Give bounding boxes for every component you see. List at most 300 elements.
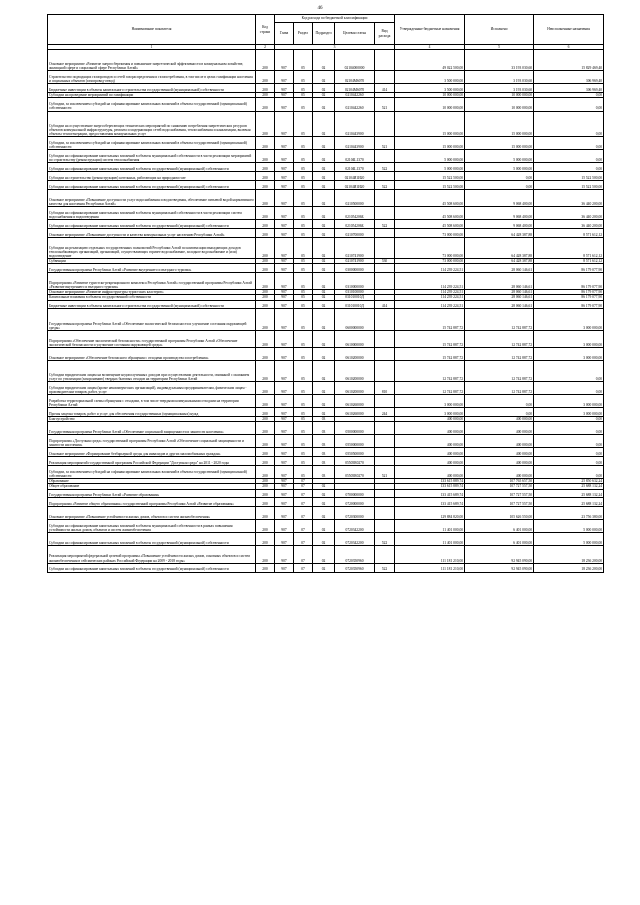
row-podrazdel: 02 [313,84,335,93]
row-vid: 414 [375,84,395,93]
row-target: 0500000000 [335,422,375,435]
row-vid [375,546,395,563]
row-razdel: 07 [294,563,313,572]
row-vid: 522 [375,563,395,572]
row-vid: 521 [375,137,395,150]
row-unexecuted: 0,00 [534,417,604,422]
row-podrazdel: 02 [313,546,335,563]
row-code: 200 [256,520,275,533]
row-glava: 907 [275,189,294,206]
header-num-5: 5 [465,45,534,50]
row-unexecuted: 15 829 469,40 [534,50,604,71]
row-unexecuted: 86 179 077,90 [534,290,604,295]
row-target: 031010010Д [335,300,375,309]
row-executed: 107 765 657,50 [465,479,534,484]
row-razdel: 05 [294,309,313,330]
row-glava: 907 [275,448,294,457]
row-approved: 133 615 889,74 [395,484,465,489]
table-row [48,264,604,273]
table-row [48,273,604,290]
table-row [48,150,604,163]
row-unexecuted: 3 000 000,00 [534,347,604,360]
row-approved: 400 000,00 [395,457,465,466]
row-glava: 907 [275,220,294,229]
row-executed: 107 727 557,50 [465,484,534,489]
row-approved: 400 000,00 [395,417,465,422]
row-razdel: 05 [294,466,313,479]
row-razdel: 05 [294,395,313,408]
row-unexecuted: 0,00 [534,435,604,448]
row-target: 0550500000 [335,448,375,457]
header-unexecuted: Неисполненные назначения [534,15,604,45]
row-unexecuted: 25 850 632,24 [534,479,604,484]
table-row [48,422,604,435]
row-code: 200 [256,111,275,137]
row-executed: 28 060 146,61 [465,273,534,290]
table-body [48,50,604,572]
row-code: 200 [256,457,275,466]
row-target: 02104М6070 [335,71,375,84]
row-executed: 107 727 557,50 [465,489,534,498]
row-target: 0610200000 [335,360,375,381]
row-razdel: 05 [294,137,313,150]
row-vid [375,50,395,71]
row-approved: 15 522 500,00 [395,180,465,189]
row-glava: 907 [275,484,294,489]
row-code: 200 [256,489,275,498]
row-executed: 10 000 000,00 [465,93,534,98]
row-razdel: 05 [294,93,313,98]
row-target: 021054206Б [335,220,375,229]
row-razdel: 05 [294,330,313,347]
row-name: Образование [48,479,256,484]
row-code: 200 [256,309,275,330]
row-glava: 907 [275,417,294,422]
row-unexecuted: 36 440 200,00 [534,206,604,219]
row-code: 200 [256,563,275,572]
row-vid: 244 [375,408,395,417]
row-name: Основное мероприятие «Развитие энергосбережения и повышение энергетической эффективности в коммунальном хозяйстве, жилищной сфере и социальной сфере Республики Алтай» [48,50,256,71]
row-glava: 907 [275,237,294,258]
row-executed: 105 626 550,00 [465,507,534,520]
row-razdel: 05 [294,264,313,273]
row-razdel: 07 [294,479,313,484]
row-name: Основное мероприятие «Развитие инфраструктуры туристских кластеров» [48,290,256,295]
row-unexecuted: 0,00 [534,150,604,163]
row-approved: 12 742 887,72 [395,360,465,381]
row-code: 200 [256,98,275,111]
row-razdel: 07 [294,520,313,533]
row-razdel: 05 [294,180,313,189]
row-podrazdel: 02 [313,489,335,498]
row-podrazdel: 02 [313,220,335,229]
header-glava: Глава [275,23,294,45]
row-unexecuted: 0,00 [534,360,604,381]
row-podrazdel: 02 [313,408,335,417]
row-podrazdel: 02 [313,137,335,150]
row-approved: 73 000 000,00 [395,237,465,258]
row-approved: 10 000 000,00 [395,93,465,98]
header-vid: Вид расхода [375,23,395,45]
row-podrazdel: 02 [313,360,335,381]
row-podrazdel: 02 [313,189,335,206]
row-razdel: 05 [294,422,313,435]
header-budget-group: Код расхода по бюджетной классификации [275,15,395,23]
row-glava: 907 [275,457,294,466]
table-row [48,300,604,309]
row-unexecuted: 18 236 200,00 [534,546,604,563]
row-name: Основное мероприятие «Повышение устойчивости жилых домов, объектов и систем жизнеобеспечения» [48,507,256,520]
row-executed: 64 428 387,88 [465,259,534,264]
row-vid [375,347,395,360]
row-podrazdel: 02 [313,50,335,71]
row-glava: 907 [275,347,294,360]
row-glava: 907 [275,300,294,309]
row-name: Государственная программа Республики Алтай «Обеспечение экологической безопасности и улучшение состояния окружающей среды» [48,309,256,330]
row-name: Субсидии на софинансирование капитальных вложений в объекты муниципальной собственности в рамках повышения устойчивости жилых домов, объектов и систем жизнеобеспечения [48,520,256,533]
row-name: Основное мероприятие «Формирование безбарьерной среды для инвалидов и других маломобильных граждан» [48,448,256,457]
row-razdel: 05 [294,417,313,422]
row-code: 200 [256,484,275,489]
row-podrazdel: 02 [313,330,335,347]
row-podrazdel: 02 [313,498,335,507]
row-code: 200 [256,422,275,435]
row-unexecuted: 15 522 500,00 [534,172,604,181]
table-row [48,228,604,237]
row-code: 200 [256,71,275,84]
row-unexecuted: 3 000 000,00 [534,309,604,330]
row-vid: 522 [375,163,395,172]
row-podrazdel: 02 [313,520,335,533]
row-vid [375,507,395,520]
row-approved: 3 000 000,00 [395,408,465,417]
row-executed: 3 193 030,60 [465,71,534,84]
table-row [48,71,604,84]
row-executed: 400 000,00 [465,448,534,457]
row-glava: 907 [275,71,294,84]
row-unexecuted: 0,00 [534,98,604,111]
table-row [48,180,604,189]
row-approved: 45 508 600,00 [395,206,465,219]
row-glava: 907 [275,50,294,71]
row-glava: 907 [275,295,294,300]
row-target: 0720342200 [335,533,375,546]
row-approved: 114 239 224,51 [395,273,465,290]
row-glava: 907 [275,422,294,435]
row-code: 200 [256,172,275,181]
row-name: Субсидии на софинансирование капитальных вложений в объекты государственной (муниципальной) собственности [48,220,256,229]
header-approved: Утвержденные бюджетные назначения [395,15,465,45]
row-target: 0720300000 [335,507,375,520]
row-approved: 5 000 000,00 [395,150,465,163]
row-glava: 907 [275,498,294,507]
table-row [48,360,604,381]
table-row [48,220,604,229]
row-executed: 92 945 090,00 [465,546,534,563]
row-target: 0210443900 [335,111,375,137]
row-executed: 0,00 [465,395,534,408]
row-podrazdel: 02 [313,347,335,360]
row-podrazdel: 02 [313,150,335,163]
row-name: Бюджетные инвестиции в объекты капитального строительства государственной (муниципальной) собственности [48,300,256,309]
header-num-4: 4 [395,45,465,50]
row-name: Основное мероприятие «Обеспечение безопасного обращения с отходами производства и потребления» [48,347,256,360]
row-name: Подпрограмма «Развитие общего образования» государственной программы Республики Алтай «Развитие образования» [48,498,256,507]
row-glava: 907 [275,466,294,479]
row-approved: 15 000 000,00 [395,137,465,150]
row-podrazdel: 02 [313,180,335,189]
row-podrazdel: 02 [313,533,335,546]
row-code: 200 [256,228,275,237]
table-row [48,435,604,448]
row-podrazdel: 02 [313,382,335,395]
row-unexecuted: 0,00 [534,382,604,395]
row-target: 0610200000 [335,382,375,395]
row-vid [375,489,395,498]
row-executed: 15 000 000,00 [465,111,534,137]
row-approved: 45 508 600,00 [395,189,465,206]
row-executed: 12 742 887,72 [465,309,534,330]
row-glava: 907 [275,435,294,448]
row-glava: 907 [275,563,294,572]
table-row [48,309,604,330]
row-approved: 5 000 000,00 [395,163,465,172]
row-unexecuted: 0,00 [534,93,604,98]
row-executed: 28 060 146,61 [465,300,534,309]
row-glava: 907 [275,273,294,290]
row-vid [375,189,395,206]
table-row [48,347,604,360]
row-code: 200 [256,347,275,360]
row-glava: 907 [275,111,294,137]
row-code: 200 [256,290,275,295]
row-target: 0210700000 [335,228,375,237]
row-unexecuted: 3 000 000,00 [534,408,604,417]
row-executed: 10 000 000,00 [465,98,534,111]
row-vid [375,150,395,163]
row-executed: 9 068 400,00 [465,189,534,206]
row-target: 0210741900 [335,259,375,264]
table-row [48,507,604,520]
row-vid [375,360,395,381]
row-executed: 9 068 400,00 [465,220,534,229]
row-vid [375,498,395,507]
row-razdel: 05 [294,457,313,466]
row-name: Подпрограмма «Обеспечение экологической безопасности» государственной программы Республики Алтай «Обеспечение экологической безопасности и улучшение состояния окружающей среды» [48,330,256,347]
row-glava: 907 [275,309,294,330]
row-podrazdel: 02 [313,273,335,290]
row-code: 200 [256,259,275,264]
row-executed: 15 000 000,00 [465,137,534,150]
row-name: Общее образование [48,484,256,489]
row-executed: 5 000 000,00 [465,163,534,172]
table-row [48,457,604,466]
row-podrazdel: 02 [313,507,335,520]
row-name: Субсидии на осуществление энергосберегающих технических мероприятий по снижению потребления энергетических ресурсов объектов коммунальной инфраструктуры, ремонта и модернизации сетей водоснабжения, теплоснабжения и канализации, включая объекты теплогенерации, предоставления коммунальных услуг [48,111,256,137]
row-target: 02104И1И20 [335,172,375,181]
row-glava: 907 [275,290,294,295]
row-approved: 111 181 210,00 [395,546,465,563]
row-name: Субсидии юридическим лицам (кроме некоммерческих организаций), индивидуальным предпринимателям, физическим лицам - производителям товаров, работ, услуг [48,382,256,395]
row-name: Субсидии на строительство (реконструкцию) котельных, работающих на природном газе [48,172,256,181]
row-executed: 12 742 887,72 [465,360,534,381]
row-approved: 133 415 689,74 [395,489,465,498]
row-unexecuted: 0,00 [534,111,604,137]
row-glava: 907 [275,206,294,219]
table-row [48,498,604,507]
row-glava: 907 [275,172,294,181]
row-target: 05505R0270 [335,457,375,466]
row-vid: 522 [375,180,395,189]
row-vid [375,206,395,219]
row-name: Подпрограмма «Развитие туристско-рекреационного комплекса Республики Алтай» государственной программы Республики Алтай «Развитие внутреннего и въездного туризма» [48,273,256,290]
row-name: Субвенции [48,259,256,264]
row-razdel: 05 [294,259,313,264]
row-unexecuted: 86 179 077,90 [534,273,604,290]
row-glava: 907 [275,395,294,408]
page-number: 46 [317,6,323,11]
row-executed: 12 742 887,72 [465,382,534,395]
row-unexecuted: 306 969,40 [534,71,604,84]
row-podrazdel: 03 [313,417,335,422]
row-target: 02104L1370 [335,163,375,172]
table-row [48,50,604,71]
row-approved: 3 500 000,00 [395,71,465,84]
row-podrazdel: 02 [313,93,335,98]
row-code: 200 [256,84,275,93]
header-name: Наименование показателя [48,15,256,45]
row-glava: 907 [275,489,294,498]
row-glava: 907 [275,84,294,93]
row-executed: 64 428 387,88 [465,228,534,237]
row-approved: 11 401 000,00 [395,520,465,533]
row-executed: 400 000,00 [465,435,534,448]
row-target: 0600000000 [335,309,375,330]
row-executed: 92 945 090,00 [465,563,534,572]
row-code: 200 [256,360,275,381]
table-row [48,563,604,572]
row-approved: 15 742 887,72 [395,347,465,360]
row-vid [375,264,395,273]
row-executed: 33 193 030,60 [465,50,534,71]
row-razdel: 05 [294,84,313,93]
row-unexecuted: 8 571 612,12 [534,228,604,237]
row-podrazdel: 02 [313,295,335,300]
row-approved: 15 742 887,72 [395,330,465,347]
row-approved: 133 415 689,74 [395,498,465,507]
table-row [48,98,604,111]
row-code: 200 [256,163,275,172]
row-razdel: 05 [294,300,313,309]
row-glava: 907 [275,98,294,111]
row-glava: 907 [275,408,294,417]
row-name: Субсидии на софинансирование капитальных вложений в объекты государственной (муниципальной) собственности [48,163,256,172]
row-name: Основное мероприятие «Повышение доступности услуг водоснабжения и водоотведения, обеспечение питьевой водой нормативного качества для населения Республики Алтай» [48,189,256,206]
row-name: Субсидии на проведение мероприятий по газификации [48,93,256,98]
row-name: Благоустройство [48,417,256,422]
row-target: 02104И1И20 [335,180,375,189]
row-podrazdel: 02 [313,206,335,219]
row-glava: 907 [275,507,294,520]
table-row [48,408,604,417]
row-podrazdel: 02 [313,290,335,295]
row-podrazdel: 02 [313,309,335,330]
row-razdel: 05 [294,295,313,300]
row-target: 031010010Д [335,295,375,300]
row-glava: 907 [275,382,294,395]
row-code: 200 [256,498,275,507]
row-unexecuted: 86 179 077,90 [534,264,604,273]
row-approved: 111 181 210,00 [395,563,465,572]
row-target: 0310100000 [335,290,375,295]
row-razdel: 07 [294,489,313,498]
row-executed: 6 401 000,00 [465,533,534,546]
row-executed: 5 000 000,00 [465,150,534,163]
row-executed: 400 000,00 [465,417,534,422]
row-target: 0720000000 [335,498,375,507]
row-target: 0610000000 [335,330,375,347]
row-podrazdel: 02 [313,71,335,84]
row-name: Субсидии, за исключением субсидий на софинансирование капитальных вложений в объекты государственной (муниципальной) собственности [48,137,256,150]
row-approved: 12 742 887,72 [395,382,465,395]
row-executed: 9 068 400,00 [465,206,534,219]
row-target: 0210741900 [335,237,375,258]
row-executed: 12 742 887,72 [465,347,534,360]
row-razdel: 05 [294,237,313,258]
table-row [48,237,604,258]
row-podrazdel: 02 [313,163,335,172]
row-vid [375,457,395,466]
row-target: 0720350960 [335,563,375,572]
table-row [48,533,604,546]
row-unexecuted: 36 440 200,00 [534,220,604,229]
row-code: 200 [256,417,275,422]
row-name: Субсидии на софинансирование капитальных вложений в объекты муниципальной собственности в части реализации мероприятий по строительству (реконструкции) систем теплоснабжения [48,150,256,163]
row-name: Разработка территориальной схемы обращения с отходами, в том числе твердыми коммунальными отходами на территории Республики Алтай [48,395,256,408]
row-code: 200 [256,220,275,229]
row-unexecuted: 86 179 077,90 [534,295,604,300]
row-unexecuted: 5 000 000,00 [534,533,604,546]
row-razdel: 07 [294,498,313,507]
row-vid: 522 [375,533,395,546]
row-unexecuted: 25 688 132,24 [534,498,604,507]
row-approved: 73 000 000,00 [395,259,465,264]
row-name: Субсидии на софинансирование капитальных вложений в объекты государственной (муниципальной) собственности [48,533,256,546]
row-name: Субсидии, за исключением субсидий на софинансирование капитальных вложений в объекты государственной (муниципальной) собственности [48,466,256,479]
row-podrazdel: 02 [313,237,335,258]
row-unexecuted: 23 756 380,00 [534,507,604,520]
row-vid [375,237,395,258]
row-vid [375,422,395,435]
row-name: Субсидии юридическим лицам на возмещение недополученных доходов при осуществлении деятельности, связанной с оказанием услуг по утилизации (захоронению) твердых бытовых отходов на территории Республики Алтай [48,360,256,381]
table-row [48,330,604,347]
table-row [48,466,604,479]
row-target: 0610260000 [335,408,375,417]
row-code: 200 [256,137,275,150]
row-unexecuted: 25 688 132,24 [534,489,604,498]
row-unexecuted: 8 571 612,12 [534,237,604,258]
row-glava: 907 [275,533,294,546]
row-razdel: 07 [294,507,313,520]
row-name: Субсидии на софинансирование капитальных вложений в объекты муниципальной собственности в части реализации систем водоснабжения и водоотведения [48,206,256,219]
row-unexecuted: 86 179 077,90 [534,300,604,309]
row-name: Строительство подводящих газопроводов и сетей газораспределения и газопотребления, в том числе в целях газификации населения и социальных объектов (газопровод-отвод) [48,71,256,84]
row-podrazdel: 03 [313,422,335,435]
row-approved: 3 500 000,00 [395,84,465,93]
row-code: 200 [256,237,275,258]
row-razdel: 07 [294,546,313,563]
row-razdel: 05 [294,206,313,219]
